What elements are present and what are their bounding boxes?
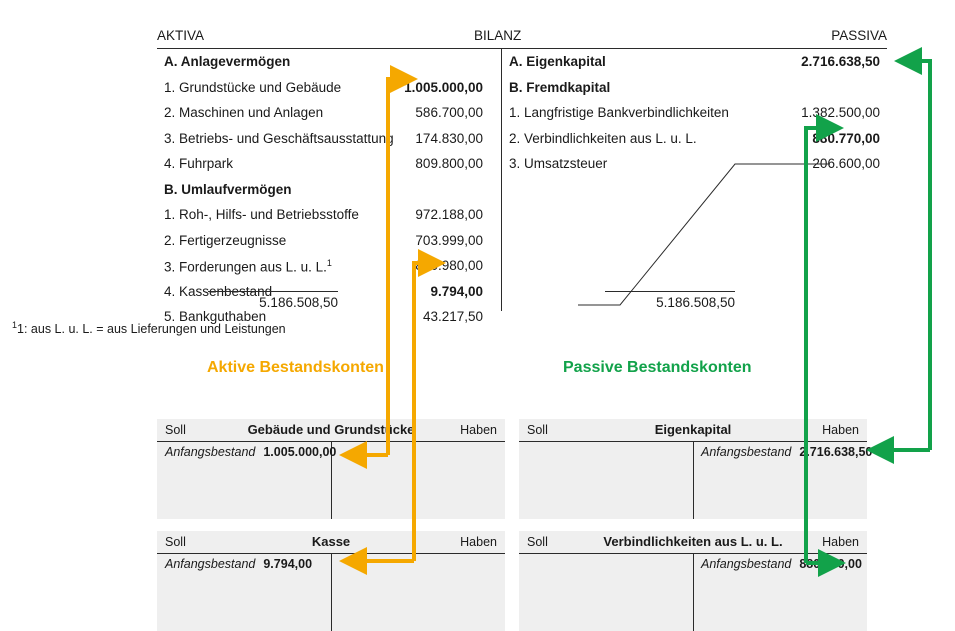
haben-label: Haben xyxy=(822,423,859,437)
t-account-entry xyxy=(165,445,336,459)
t-account-title: Eigenkapital xyxy=(654,422,732,437)
haben-label: Haben xyxy=(460,535,497,549)
asset-label: 2. Maschinen und Anlagen xyxy=(164,105,324,120)
t-account-entry xyxy=(701,557,862,571)
t-account-kasse xyxy=(157,531,505,631)
footnote-text xyxy=(12,320,286,336)
haben-label: Haben xyxy=(822,535,859,549)
header-passiva: PASSIVA xyxy=(831,28,887,43)
asset-label: 1. Roh-, Hilfs- und Betriebsstoffe xyxy=(164,207,359,222)
asset-amount: 972.188,00 xyxy=(415,207,483,222)
asset-amount: 174.830,00 xyxy=(415,130,483,146)
asset-label: B. Umlaufvermögen xyxy=(164,181,292,197)
balance-sheet-body xyxy=(157,48,887,324)
entry-label: Anfangsbestand xyxy=(701,557,792,571)
header-aktiva: AKTIVA xyxy=(157,28,205,43)
t-account-title: Verbindlichkeiten aus L. u. L. xyxy=(603,534,783,549)
balance-sheet-header xyxy=(157,28,887,48)
entry-label: Anfangsbestand xyxy=(165,557,256,571)
total-liabilities: 5.186.508,50 xyxy=(605,291,735,310)
t-account-entry xyxy=(701,445,872,459)
asset-amount: 43.217,50 xyxy=(422,309,483,324)
total-assets: 5.186.508,50 xyxy=(208,291,338,310)
table-row xyxy=(502,75,887,101)
entry-value: 2.716.638,50 xyxy=(799,445,873,459)
footnote-marker: 1 xyxy=(12,320,18,330)
asset-label: 4. Kassenbestand xyxy=(164,283,273,299)
footnote-marker: 1 xyxy=(326,258,332,268)
balance-sheet xyxy=(157,28,887,324)
soll-label: Soll xyxy=(165,423,186,437)
liability-amount: 1.382.500,00 xyxy=(801,105,880,120)
table-row xyxy=(502,49,887,75)
liability-label: A. Eigenkapital xyxy=(509,54,606,69)
t-account-verbindlichkeiten xyxy=(519,531,867,631)
haben-label: Haben xyxy=(460,423,497,437)
caption-active-accounts: Aktive Bestandskonten xyxy=(207,359,384,376)
asset-label: 4. Fuhrpark xyxy=(164,156,234,171)
footnote-body: 1: aus L. u. L. = aus Lieferungen und Leistungen xyxy=(17,322,286,337)
header-bilanz: BILANZ xyxy=(474,28,522,43)
t-account-entry xyxy=(165,557,312,571)
t-account-divider xyxy=(693,553,694,631)
t-account-divider xyxy=(693,441,694,519)
table-row xyxy=(157,100,501,126)
asset-amount: 1.005.000,00 xyxy=(404,79,483,95)
table-row xyxy=(502,151,887,177)
t-account-header xyxy=(157,419,505,442)
asset-label: 1. Grundstücke und Gebäude xyxy=(164,79,342,95)
liability-amount: 880.770,00 xyxy=(812,130,880,146)
t-account-header xyxy=(519,531,867,554)
table-row xyxy=(157,49,501,75)
asset-amount: 586.700,00 xyxy=(415,105,483,120)
table-row xyxy=(502,100,887,126)
asset-label: 5. Bankguthaben xyxy=(164,309,267,324)
table-row xyxy=(157,228,501,254)
asset-amount: 809.800,00 xyxy=(415,156,483,171)
entry-value: 1.005.000,00 xyxy=(263,445,337,459)
totals-row xyxy=(157,287,887,311)
soll-label: Soll xyxy=(165,535,186,549)
entry-value: 9.794,00 xyxy=(263,557,313,571)
t-account-title: Kasse xyxy=(311,534,351,549)
entry-label: Anfangsbestand xyxy=(701,445,792,459)
table-row xyxy=(157,126,501,152)
asset-amount: 9.794,00 xyxy=(430,283,483,299)
table-row xyxy=(157,75,501,101)
entry-label: Anfangsbestand xyxy=(165,445,256,459)
table-row xyxy=(157,202,501,228)
liability-amount: 206.600,00 xyxy=(812,156,880,171)
asset-amount: 880.980,00 xyxy=(415,258,483,273)
caption-passive-accounts: Passive Bestandskonten xyxy=(563,359,752,376)
liabilities-column xyxy=(502,49,887,177)
table-row xyxy=(502,126,887,152)
liability-label: 2. Verbindlichkeiten aus L. u. L. xyxy=(509,130,697,146)
liability-label: B. Fremdkapital xyxy=(509,79,611,95)
asset-amount: 703.999,00 xyxy=(415,232,483,248)
soll-label: Soll xyxy=(527,535,548,549)
table-row xyxy=(157,177,501,203)
table-row xyxy=(157,253,501,279)
t-account-header xyxy=(519,419,867,442)
liability-amount: 2.716.638,50 xyxy=(801,54,880,69)
asset-label: 2. Fertigerzeugnisse xyxy=(164,232,287,248)
arrow-eigenkapital-up xyxy=(900,61,930,450)
liability-label: 1. Langfristige Bankverbindlichkeiten xyxy=(509,105,729,120)
t-account-gebaeude xyxy=(157,419,505,519)
soll-label: Soll xyxy=(527,423,548,437)
table-row xyxy=(157,151,501,177)
entry-value: 880.770,00 xyxy=(799,557,862,571)
t-account-eigenkapital xyxy=(519,419,873,519)
t-account-divider xyxy=(331,553,332,631)
asset-label: A. Anlagevermögen xyxy=(164,54,291,69)
asset-label: 3. Forderungen aus L. u. L.$^1$ xyxy=(164,258,332,275)
t-account-title: Gebäude und Grundstücke xyxy=(247,422,415,437)
t-account-header xyxy=(157,531,505,554)
liability-label: 3. Umsatzsteuer xyxy=(509,156,608,171)
asset-label: 3. Betriebs- und Geschäftsausstattung xyxy=(164,130,394,146)
